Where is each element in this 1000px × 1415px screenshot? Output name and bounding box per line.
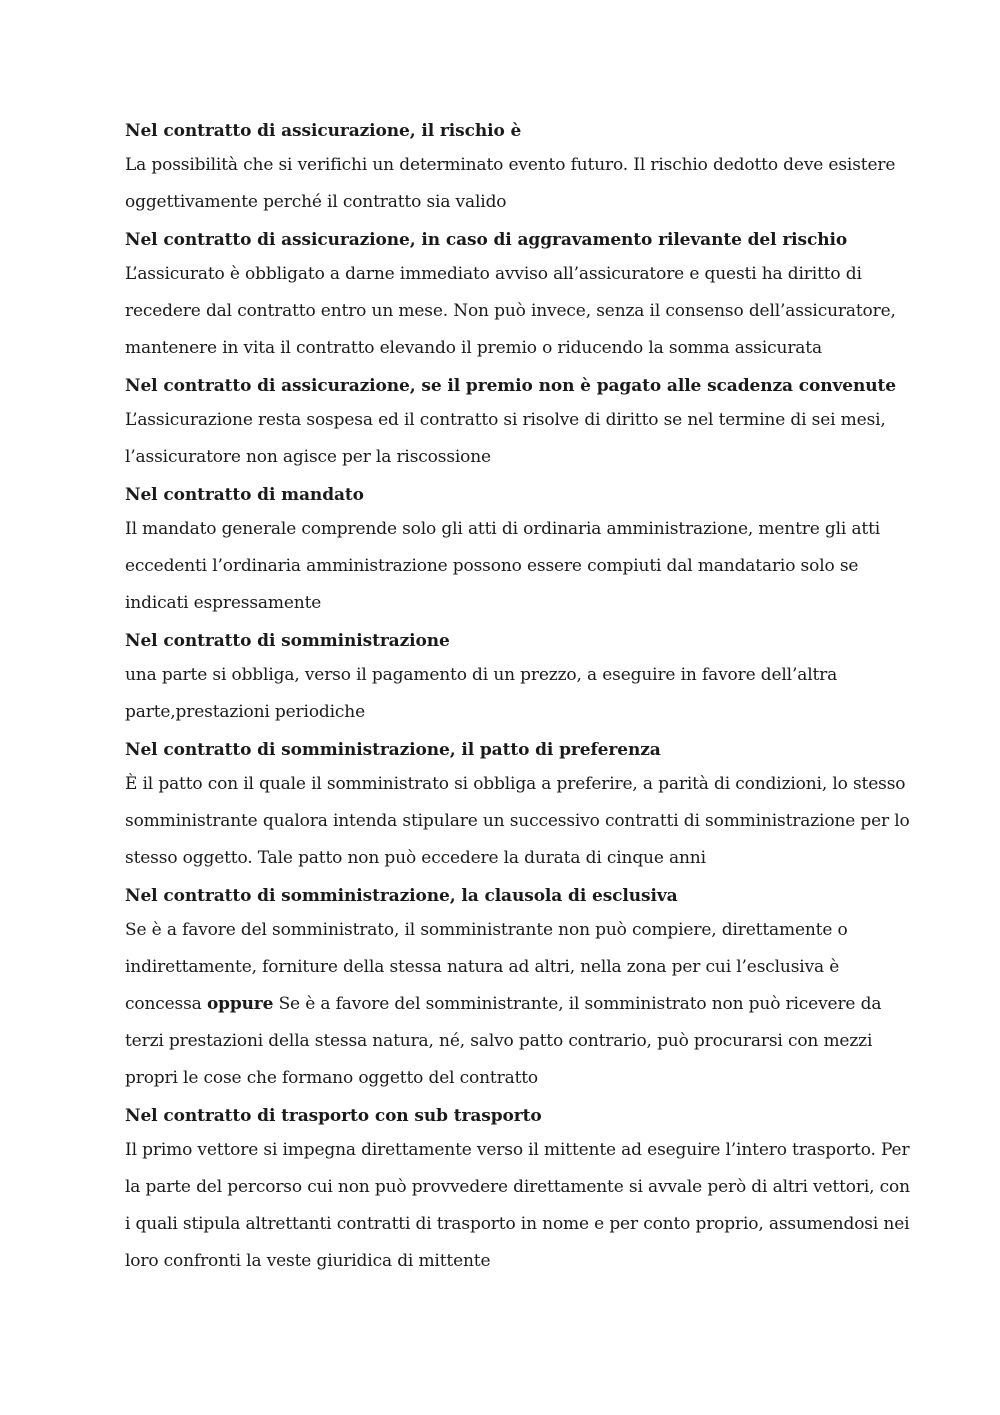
answer-text (125, 912, 915, 1097)
question-heading: Nel contratto di trasporto con sub trasporto (125, 1106, 542, 1126)
answer-separator: oppure (206, 994, 274, 1014)
question-heading: Nel contratto di assicurazione, il rischio è (125, 121, 522, 141)
answer-text: L’assicurazione resta sospesa ed il contratto si risolve di diritto se nel termine di sei mesi, l’assicuratore non agisce per la riscossione (125, 410, 886, 467)
entry-trasporto-sub-trasporto (125, 1103, 915, 1280)
answer-text: Il mandato generale comprende solo gli atti di ordinaria amministrazione, mentre gli atti eccedenti l’ordinaria amministrazione possono essere compiuti dal mandatario solo se indicati espressamente (125, 519, 881, 613)
question-heading: Nel contratto di assicurazione, in caso di aggravamento rilevante del rischio (125, 230, 848, 250)
entry-somministrazione-esclusiva (125, 883, 915, 1097)
answer-text: L’assicurato è obbligato a darne immediato avviso all’assicuratore e questi ha diritto di recedere dal contratto entro un mese. Non può invece, senza il consenso dell’assicuratore, mantenere in vita il contratto elevando il premio o riducendo la somma assicurata (125, 264, 896, 358)
answer-text: È il patto con il quale il somministrato si obbliga a preferire, a parità di condizioni, lo stesso somministrante qualora intenda stipulare un successivo contratti di somministrazione per lo stesso oggetto. Tale patto non può eccedere la durata di cinque anni (125, 774, 910, 868)
answer-text: La possibilità che si verifichi un determinato evento futuro. Il rischio dedotto deve esistere oggettivamente perché il contratto sia valido (125, 155, 896, 212)
answer-part-2: Se è a favore del somministrante, il somministrato non può ricevere da terzi prestazioni della stessa natura, né, salvo patto contrario, può procurarsi con mezzi propri le cose che formano oggetto del contratto (125, 994, 882, 1088)
entry-somministrazione (125, 628, 915, 731)
answer-part-1: Se è a favore del somministrato, il somministrante non può compiere, direttamente o indirettamente, forniture della stessa natura ad altri, nella zona per cui l’esclusiva è concessa (125, 920, 848, 1014)
entry-mandato (125, 482, 915, 622)
entry-assicurazione-aggravamento (125, 227, 915, 367)
question-heading: Nel contratto di assicurazione, se il premio non è pagato alle scadenza convenute (125, 376, 897, 396)
answer-text: una parte si obbliga, verso il pagamento di un prezzo, a eseguire in favore dell’altra parte,prestazioni periodiche (125, 665, 838, 722)
question-heading: Nel contratto di somministrazione, il patto di preferenza (125, 740, 661, 760)
question-heading: Nel contratto di somministrazione (125, 631, 450, 651)
entry-assicurazione-premio (125, 373, 915, 476)
entry-assicurazione-rischio (125, 118, 915, 221)
question-heading: Nel contratto di mandato (125, 485, 364, 505)
entry-somministrazione-preferenza (125, 737, 915, 877)
answer-text: Il primo vettore si impegna direttamente verso il mittente ad eseguire l’intero trasporto. Per la parte del percorso cui non può provvedere direttamente si avvale però di altri vettori, con i quali stipula altrettanti contratti di trasporto in nome e per conto proprio, assumendosi nei loro confronti la veste giuridica di mittente (125, 1140, 910, 1271)
document-page (125, 118, 915, 1286)
question-heading: Nel contratto di somministrazione, la clausola di esclusiva (125, 886, 678, 906)
